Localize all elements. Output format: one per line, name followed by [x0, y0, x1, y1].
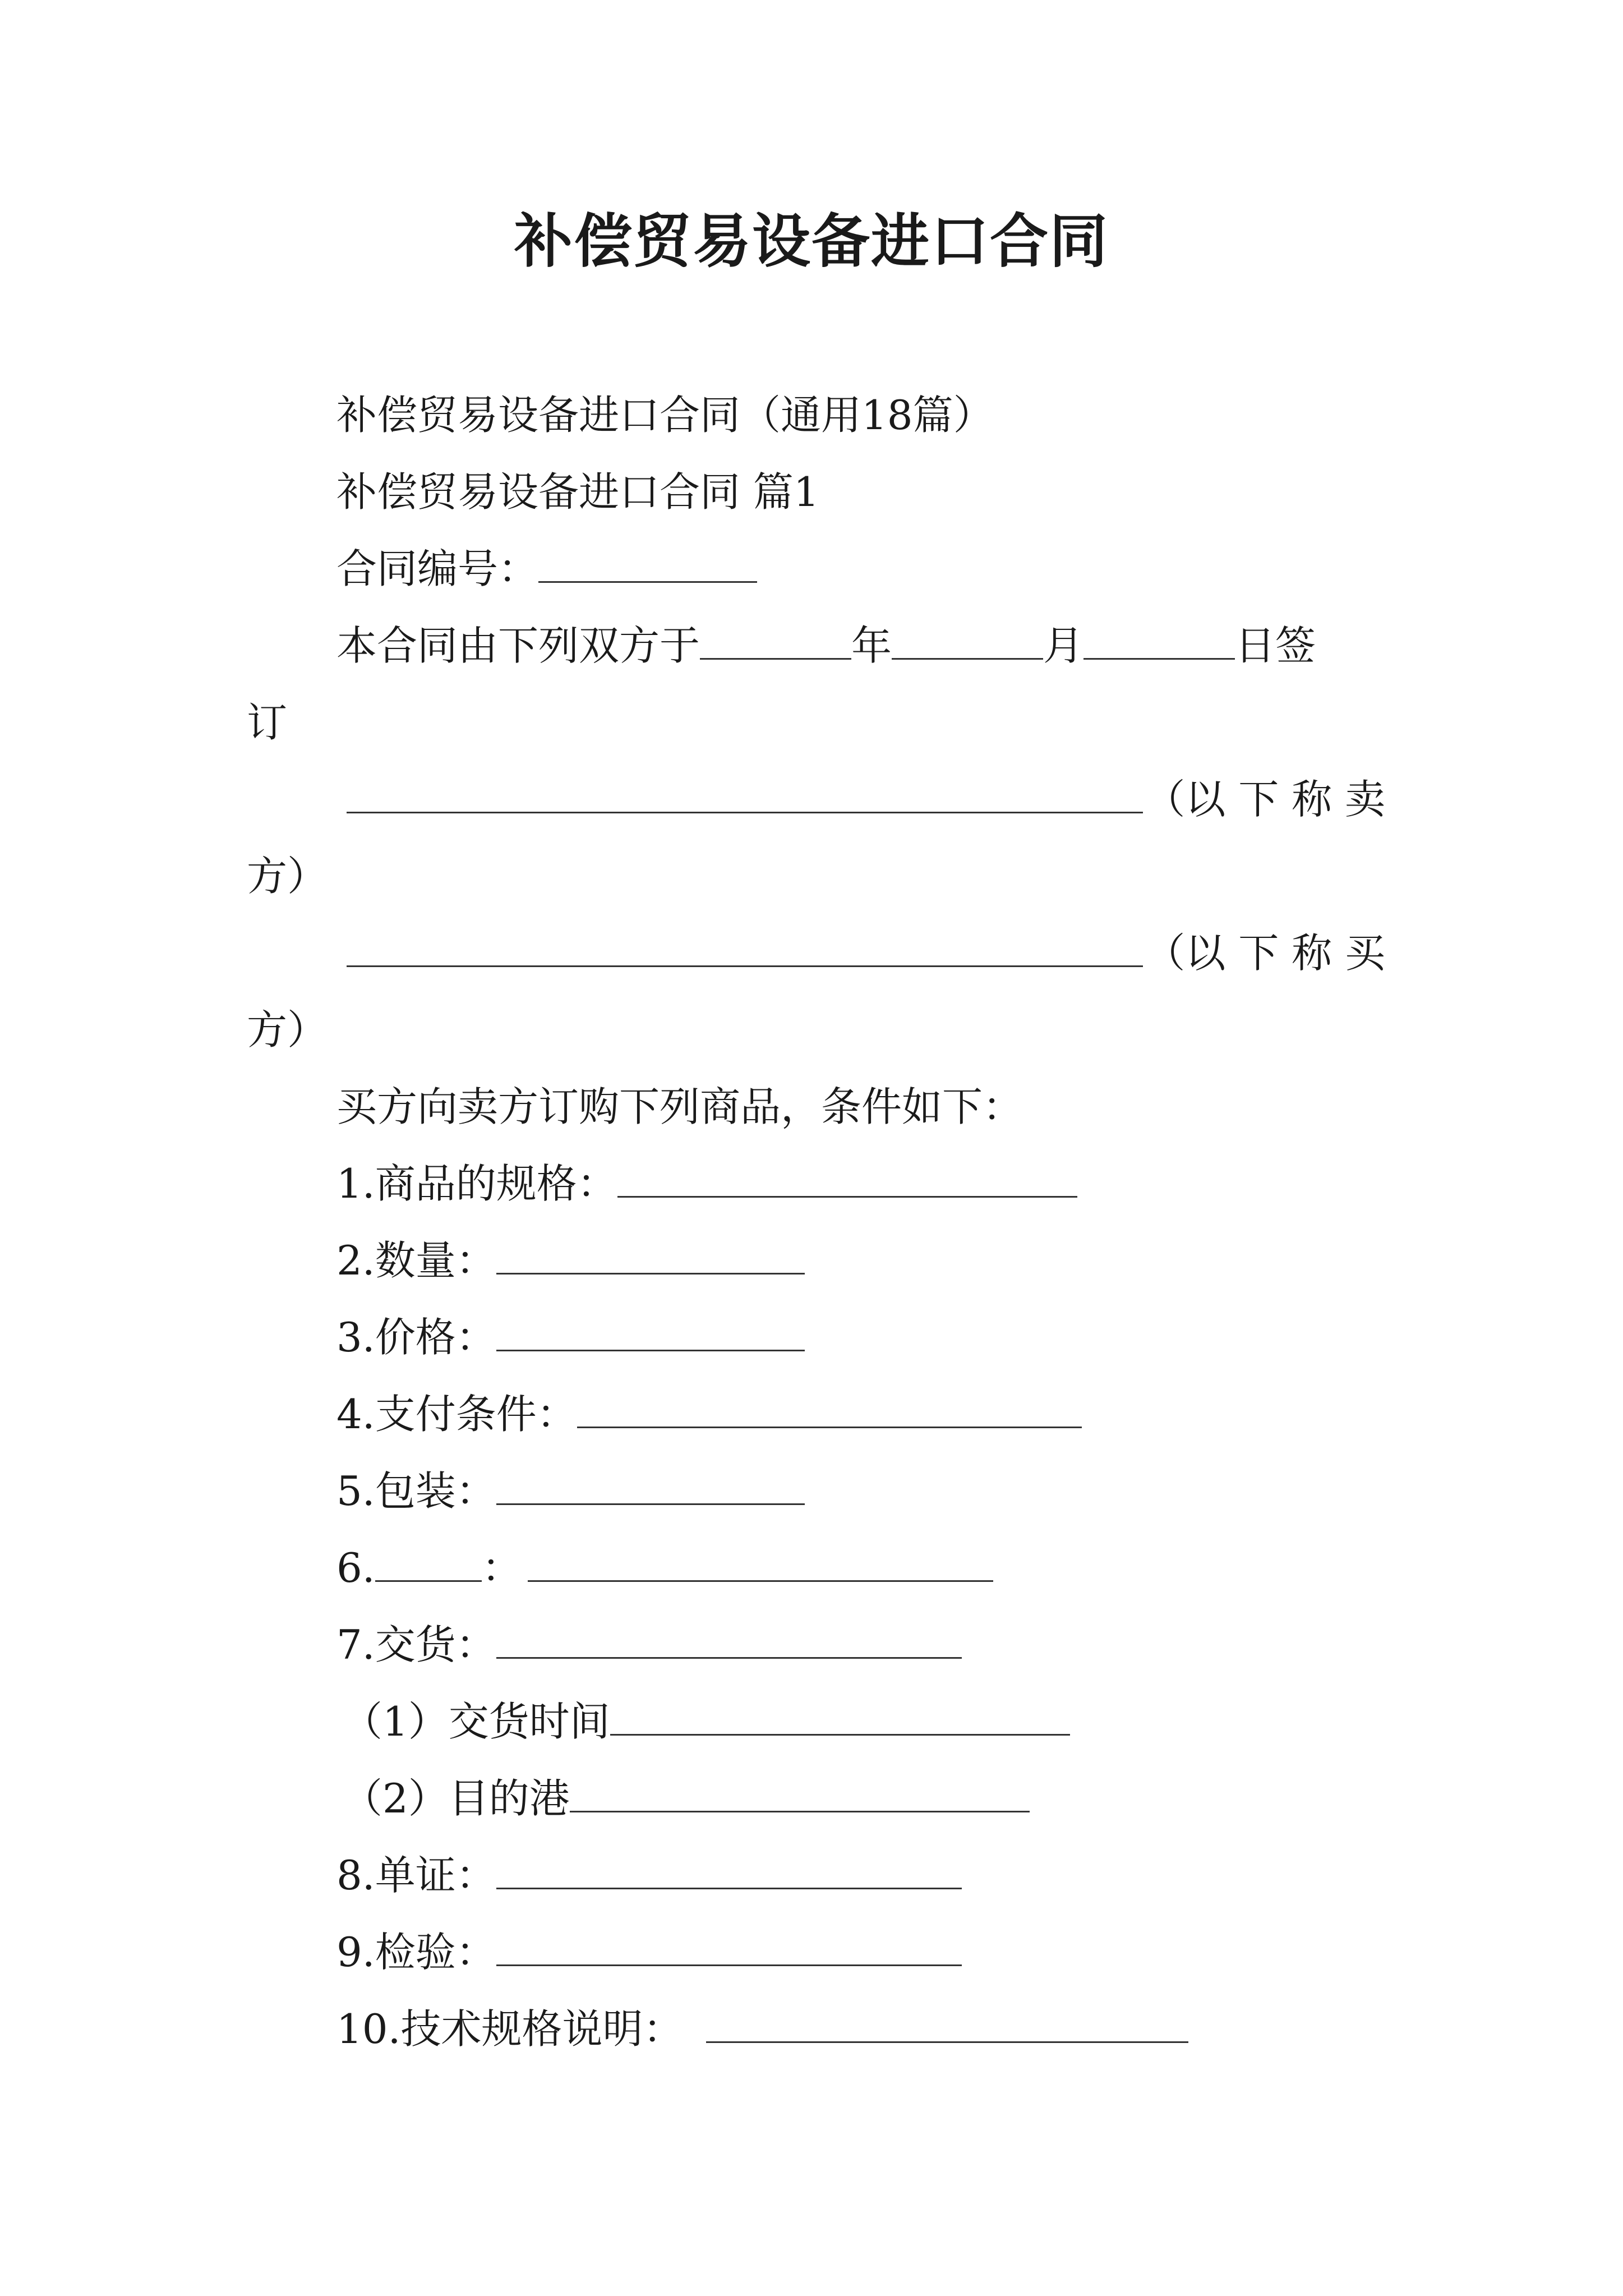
contract-number-line [247, 531, 1385, 608]
item-delivery-time-blank[interactable] [610, 1699, 1070, 1736]
document-title: 补偿贸易设备进口合同 [514, 207, 1109, 275]
item-six-colon: ： [481, 1544, 522, 1591]
seller-tail: 方） [247, 853, 328, 900]
signing-day-label: 日签 [1235, 622, 1316, 669]
contract-number-label: 合同编号： [336, 545, 539, 592]
subtitle-line [247, 377, 1385, 454]
item-delivery-time [247, 1683, 1385, 1760]
item-documents-label: 8.单证： [336, 1852, 496, 1899]
item-price-blank[interactable] [496, 1315, 805, 1351]
seller-tail-line [247, 838, 1385, 915]
item-documents [247, 1837, 1385, 1914]
signing-month-blank[interactable] [892, 623, 1043, 660]
seller-name-blank[interactable] [347, 777, 1143, 813]
signing-date-label: 本合同由下列双方于 [336, 622, 700, 669]
signing-date-tail: 订 [247, 699, 288, 746]
item-specification [247, 1145, 1385, 1222]
item-technical-spec-blank[interactable] [706, 2007, 1188, 2043]
item-quantity-blank[interactable] [496, 1238, 805, 1274]
item-six [247, 1530, 1385, 1607]
item-technical-spec-label: 10.技术规格说明： [336, 2005, 684, 2053]
item-delivery-blank[interactable] [496, 1622, 962, 1659]
part-heading [247, 454, 1385, 531]
item-delivery-time-label: （1）交货时间 [342, 1698, 610, 1745]
item-delivery-label: 7.交货： [336, 1621, 496, 1668]
item-inspection-label: 9.检验： [336, 1929, 496, 1976]
buyer-line [247, 915, 1385, 992]
contract-body [247, 377, 1385, 2068]
item-specification-blank[interactable] [617, 1161, 1077, 1198]
item-payment-blank[interactable] [577, 1392, 1082, 1428]
order-intro-text: 买方向卖方订购下列商品，条件如下： [336, 1083, 1023, 1130]
item-specification-label: 1.商品的规格： [336, 1160, 617, 1207]
item-quantity [247, 1222, 1385, 1299]
item-quantity-label: 2.数量： [336, 1237, 496, 1284]
item-destination-port-label: （2）目的港 [342, 1775, 570, 1822]
item-packing-blank[interactable] [496, 1469, 805, 1505]
subtitle-text: 补偿贸易设备进口合同（通用18篇） [336, 392, 994, 439]
seller-suffix: （以 下 称 卖 [1145, 776, 1385, 823]
item-packing [247, 1453, 1385, 1530]
item-packing-label: 5.包装： [336, 1467, 496, 1515]
signing-year-label: 年 [851, 622, 892, 669]
buyer-name-blank[interactable] [347, 931, 1143, 967]
item-payment-label: 4.支付条件： [336, 1391, 577, 1438]
buyer-tail-line [247, 992, 1385, 1069]
part-heading-text: 补偿贸易设备进口合同 篇1 [336, 468, 819, 516]
item-inspection [247, 1914, 1385, 1991]
item-delivery [247, 1607, 1385, 1683]
buyer-tail: 方） [247, 1006, 328, 1053]
signing-month-label: 月 [1043, 622, 1084, 669]
item-price-label: 3.价格： [336, 1314, 496, 1361]
signing-date-line [247, 608, 1385, 684]
item-inspection-blank[interactable] [496, 1930, 962, 1966]
order-intro-line [247, 1069, 1385, 1145]
signing-date-tail-line [247, 684, 1385, 761]
item-destination-port [247, 1760, 1385, 1837]
item-technical-spec [247, 1991, 1385, 2068]
item-six-value-blank[interactable] [528, 1545, 993, 1582]
item-destination-port-blank[interactable] [570, 1776, 1030, 1812]
seller-line [247, 761, 1385, 838]
signing-year-blank[interactable] [700, 623, 851, 660]
buyer-suffix: （以 下 称 买 [1145, 930, 1385, 977]
contract-number-blank[interactable] [538, 546, 757, 583]
item-documents-blank[interactable] [496, 1853, 962, 1889]
signing-day-blank[interactable] [1083, 623, 1235, 660]
item-price [247, 1299, 1385, 1376]
item-payment [247, 1376, 1385, 1453]
item-six-prefix: 6. [336, 1544, 375, 1591]
item-six-name-blank[interactable] [375, 1545, 482, 1582]
